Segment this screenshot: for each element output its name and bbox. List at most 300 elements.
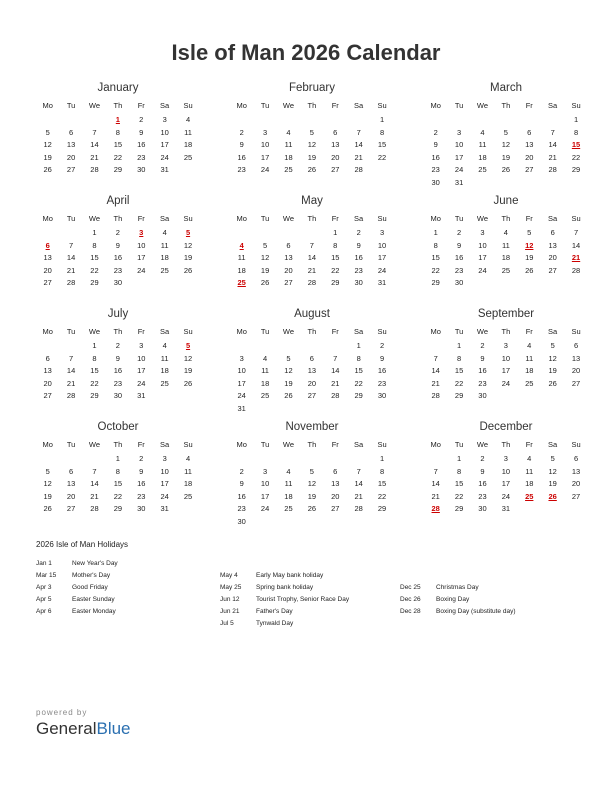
day-cell: 23 — [454, 265, 464, 275]
day-cell: 18 — [478, 152, 487, 162]
day-cell: 17 — [478, 253, 487, 263]
weekday-header: Mo — [42, 214, 53, 223]
day-cell: 10 — [160, 127, 169, 137]
holiday-day-cell: 21 — [571, 253, 581, 263]
day-cell: 21 — [66, 378, 76, 388]
holiday-name: Father's Day — [256, 608, 293, 615]
day-cell: 9 — [480, 466, 485, 476]
day-cell: 20 — [571, 366, 581, 376]
weekday-header: Sa — [354, 214, 364, 223]
holiday-row — [220, 584, 349, 596]
holiday-date: Jun 21 — [220, 608, 240, 615]
day-cell: 12 — [183, 353, 193, 363]
weekday-header: Tu — [66, 327, 76, 336]
day-cell: 16 — [454, 253, 464, 263]
day-cell: 31 — [160, 165, 169, 175]
day-cell: 21 — [90, 152, 99, 162]
holiday-name: Tynwald Day — [256, 620, 294, 627]
weekday-header: Tu — [454, 327, 464, 336]
day-cell: 11 — [284, 479, 293, 489]
holiday-day-cell: 25 — [525, 491, 534, 501]
day-cell: 19 — [548, 479, 557, 489]
empty-cell — [59, 340, 82, 353]
holiday-day-cell: 26 — [548, 491, 557, 501]
day-cell: 12 — [307, 479, 317, 489]
weekday-header: We — [88, 440, 101, 449]
day-cell: 30 — [478, 391, 487, 401]
month-august — [230, 308, 394, 421]
empty-cell — [300, 114, 323, 127]
day-cell: 13 — [331, 140, 340, 150]
day-cell: 7 — [573, 228, 579, 237]
empty-cell — [253, 114, 276, 127]
empty-cell — [471, 114, 494, 127]
month-april — [36, 195, 200, 308]
day-cell: 1 — [115, 454, 120, 463]
day-cell: 29 — [431, 278, 440, 288]
day-cell: 9 — [457, 240, 462, 250]
day-cell: 9 — [356, 240, 361, 250]
day-cell: 6 — [45, 353, 50, 363]
day-cell: 29 — [331, 278, 340, 288]
day-cell: 15 — [454, 479, 464, 489]
day-cell: 16 — [431, 152, 440, 162]
empty-cell — [324, 114, 347, 127]
weekday-header: Tu — [454, 214, 464, 223]
day-cell: 6 — [527, 127, 532, 137]
holiday-column-2 — [220, 572, 349, 632]
weekday-header: Sa — [354, 101, 364, 110]
day-cell: 28 — [431, 391, 440, 401]
empty-cell — [36, 227, 59, 240]
day-cell: 8 — [115, 466, 120, 476]
weekday-header: Su — [377, 440, 387, 449]
month-name: May — [301, 195, 323, 207]
weekday-header: Su — [377, 101, 387, 110]
day-cell: 17 — [160, 479, 169, 489]
weekday-header: We — [88, 327, 101, 336]
day-cell: 8 — [92, 240, 97, 250]
day-cell: 15 — [331, 253, 340, 263]
day-cell: 18 — [284, 491, 293, 501]
day-cell: 15 — [113, 479, 123, 489]
day-cell: 22 — [113, 152, 123, 162]
holiday-name: New Year's Day — [72, 560, 118, 567]
day-cell: 31 — [501, 504, 511, 514]
empty-cell — [83, 453, 106, 466]
holiday-day-cell: 3 — [139, 228, 144, 237]
day-cell: 7 — [356, 127, 361, 137]
weekday-header: Sa — [160, 214, 170, 223]
day-cell: 4 — [162, 228, 167, 237]
day-cell: 10 — [260, 479, 270, 489]
day-cell: 29 — [454, 504, 464, 514]
day-cell: 19 — [183, 253, 193, 263]
weekday-header: Fr — [137, 214, 145, 223]
day-cell: 26 — [501, 165, 511, 175]
day-cell: 29 — [377, 504, 387, 514]
empty-cell — [277, 340, 300, 353]
day-cell: 19 — [307, 491, 317, 501]
day-cell: 2 — [239, 466, 244, 476]
weekday-header: Su — [377, 327, 387, 336]
day-cell: 27 — [66, 504, 76, 514]
weekday-header: Mo — [236, 327, 247, 336]
day-cell: 26 — [43, 165, 52, 175]
day-cell: 7 — [69, 240, 74, 250]
month-july — [36, 308, 200, 421]
month-day-grid — [230, 100, 394, 177]
day-cell: 22 — [113, 491, 123, 501]
weekday-header: Su — [183, 327, 193, 336]
weekday-header: Sa — [548, 101, 558, 110]
day-cell: 11 — [160, 240, 169, 250]
day-cell: 1 — [457, 341, 462, 350]
day-cell: 24 — [260, 504, 270, 514]
day-cell: 31 — [137, 391, 146, 401]
month-name: September — [477, 308, 535, 320]
day-cell: 16 — [113, 253, 123, 263]
day-cell: 30 — [137, 165, 146, 175]
holiday-date: May 4 — [220, 572, 238, 579]
day-cell: 16 — [377, 366, 387, 376]
day-cell: 4 — [527, 341, 532, 350]
holiday-name: Boxing Day — [436, 596, 470, 603]
holiday-date: Dec 25 — [400, 584, 421, 591]
holiday-date: Apr 3 — [36, 584, 52, 591]
day-cell: 14 — [431, 366, 440, 376]
day-cell: 24 — [478, 265, 487, 275]
empty-cell — [277, 227, 300, 240]
day-cell: 8 — [379, 127, 385, 137]
weekday-header: Th — [307, 214, 317, 223]
month-may — [230, 195, 394, 308]
day-cell: 9 — [480, 353, 485, 363]
day-cell: 21 — [307, 265, 317, 275]
day-cell: 30 — [431, 177, 440, 187]
holiday-date: Apr 6 — [36, 608, 52, 615]
day-cell: 27 — [43, 278, 52, 288]
day-cell: 11 — [160, 353, 169, 363]
day-cell: 3 — [263, 466, 268, 476]
month-name: June — [493, 195, 519, 207]
empty-cell — [59, 227, 82, 240]
holidays-title: 2026 Isle of Man Holidays — [36, 540, 129, 549]
weekday-header: Sa — [160, 327, 170, 336]
day-cell: 23 — [137, 152, 146, 162]
day-cell: 8 — [457, 466, 462, 476]
day-cell: 13 — [66, 479, 76, 489]
day-cell: 15 — [113, 140, 123, 150]
day-cell: 3 — [379, 228, 385, 237]
day-cell: 2 — [433, 127, 438, 137]
month-january — [36, 82, 200, 195]
day-cell: 4 — [286, 466, 291, 476]
day-cell: 27 — [284, 278, 293, 288]
empty-cell — [300, 453, 323, 466]
day-cell: 23 — [137, 491, 146, 501]
day-cell: 15 — [90, 366, 99, 376]
day-cell: 19 — [548, 366, 557, 376]
holiday-day-cell: 5 — [185, 341, 191, 350]
day-cell: 7 — [356, 466, 361, 476]
day-cell: 25 — [183, 152, 193, 162]
day-cell: 22 — [377, 491, 387, 501]
day-cell: 7 — [309, 240, 314, 250]
day-cell: 13 — [307, 366, 317, 376]
day-cell: 20 — [284, 265, 293, 275]
weekday-header: We — [476, 440, 489, 449]
weekday-header: Mo — [236, 101, 247, 110]
day-cell: 4 — [503, 228, 508, 237]
holiday-day-cell: 15 — [571, 140, 581, 150]
day-cell: 12 — [43, 140, 52, 150]
weekday-header: Sa — [548, 327, 558, 336]
day-cell: 13 — [548, 240, 557, 250]
day-cell: 23 — [478, 378, 487, 388]
weekday-header: Mo — [430, 327, 441, 336]
day-cell: 13 — [571, 353, 581, 363]
day-cell: 26 — [284, 391, 293, 401]
day-cell: 20 — [571, 479, 581, 489]
weekday-header: Fr — [137, 440, 145, 449]
empty-cell — [36, 340, 59, 353]
empty-cell — [253, 227, 276, 240]
holiday-date: Jan 1 — [36, 560, 52, 567]
day-cell: 26 — [183, 265, 193, 275]
month-december — [424, 421, 588, 534]
day-cell: 19 — [260, 265, 270, 275]
day-cell: 15 — [454, 366, 464, 376]
day-cell: 5 — [286, 353, 291, 363]
day-cell: 16 — [237, 491, 246, 501]
day-cell: 29 — [90, 391, 99, 401]
day-cell: 20 — [525, 152, 534, 162]
day-cell: 6 — [333, 466, 338, 476]
weekday-header: Fr — [525, 440, 533, 449]
weekday-header: Fr — [525, 214, 533, 223]
day-cell: 12 — [548, 353, 557, 363]
day-cell: 31 — [160, 504, 169, 514]
day-cell: 19 — [525, 253, 534, 263]
day-cell: 7 — [69, 353, 74, 363]
day-cell: 14 — [331, 366, 340, 376]
holiday-day-cell: 28 — [431, 504, 440, 514]
day-cell: 20 — [307, 378, 317, 388]
day-cell: 4 — [185, 454, 191, 463]
day-cell: 5 — [45, 127, 50, 137]
day-cell: 27 — [43, 391, 52, 401]
weekday-header: Su — [571, 440, 581, 449]
empty-cell — [230, 227, 253, 240]
day-cell: 18 — [160, 366, 169, 376]
day-cell: 15 — [354, 366, 363, 376]
day-cell: 11 — [478, 140, 487, 150]
day-cell: 15 — [377, 479, 387, 489]
weekday-header: Fr — [331, 214, 339, 223]
holiday-name: Tourist Trophy, Senior Race Day — [256, 596, 350, 603]
day-cell: 17 — [160, 140, 169, 150]
day-cell: 15 — [377, 140, 387, 150]
day-cell: 8 — [379, 466, 385, 476]
day-cell: 18 — [237, 265, 246, 275]
weekday-header: We — [476, 214, 489, 223]
day-cell: 18 — [501, 253, 511, 263]
day-cell: 11 — [284, 140, 293, 150]
day-cell: 26 — [43, 504, 52, 514]
day-cell: 30 — [113, 278, 123, 288]
day-cell: 28 — [307, 278, 317, 288]
day-cell: 21 — [90, 491, 99, 501]
day-cell: 8 — [115, 127, 120, 137]
month-day-grid — [230, 439, 394, 529]
day-cell: 1 — [379, 454, 385, 463]
day-cell: 11 — [525, 466, 534, 476]
weekday-header: Sa — [354, 440, 364, 449]
weekday-header: Tu — [454, 440, 464, 449]
weekday-header: We — [282, 440, 295, 449]
day-cell: 5 — [309, 127, 314, 137]
day-cell: 12 — [260, 253, 270, 263]
day-cell: 27 — [548, 265, 557, 275]
day-cell: 30 — [454, 278, 464, 288]
day-cell: 16 — [137, 140, 146, 150]
month-day-grid — [36, 439, 200, 516]
month-november — [230, 421, 394, 534]
day-cell: 30 — [354, 278, 363, 288]
day-cell: 22 — [377, 152, 387, 162]
day-cell: 5 — [550, 454, 555, 463]
day-cell: 30 — [237, 516, 246, 526]
weekday-header: Mo — [236, 214, 247, 223]
weekday-header: Th — [307, 101, 317, 110]
day-cell: 13 — [66, 140, 76, 150]
day-cell: 29 — [571, 165, 581, 175]
empty-cell — [518, 114, 541, 127]
day-cell: 2 — [139, 454, 144, 463]
day-cell: 9 — [115, 353, 120, 363]
day-cell: 24 — [137, 265, 146, 275]
day-cell: 3 — [480, 228, 485, 237]
holiday-column-3 — [400, 584, 515, 620]
weekday-header: Mo — [430, 101, 441, 110]
weekday-header: We — [476, 327, 489, 336]
day-cell: 26 — [307, 504, 317, 514]
day-cell: 13 — [43, 366, 52, 376]
day-cell: 1 — [333, 228, 338, 237]
day-cell: 9 — [239, 479, 244, 489]
day-cell: 28 — [66, 278, 76, 288]
day-cell: 17 — [377, 253, 387, 263]
day-cell: 4 — [185, 115, 191, 124]
day-cell: 5 — [263, 240, 268, 250]
day-cell: 23 — [354, 265, 363, 275]
day-cell: 14 — [548, 140, 557, 150]
empty-cell — [230, 453, 253, 466]
powered-by-text: powered by — [36, 708, 88, 717]
day-cell: 21 — [354, 152, 363, 162]
day-cell: 21 — [431, 378, 440, 388]
month-day-grid — [424, 213, 588, 290]
day-cell: 28 — [90, 504, 99, 514]
day-cell: 13 — [43, 253, 52, 263]
empty-cell — [424, 114, 447, 127]
month-day-grid — [230, 326, 394, 416]
empty-cell — [324, 453, 347, 466]
holiday-date: Dec 28 — [400, 608, 421, 615]
holiday-row — [36, 608, 118, 620]
day-cell: 4 — [162, 341, 167, 350]
day-cell: 27 — [571, 491, 581, 501]
day-cell: 20 — [548, 253, 557, 263]
holiday-day-cell: 4 — [239, 240, 244, 250]
holiday-date: Apr 5 — [36, 596, 52, 603]
weekday-header: Sa — [548, 440, 558, 449]
month-name: July — [107, 308, 129, 320]
weekday-header: Th — [501, 440, 511, 449]
day-cell: 18 — [525, 479, 534, 489]
holiday-name: Boxing Day (substitute day) — [436, 608, 516, 615]
day-cell: 10 — [454, 140, 464, 150]
day-cell: 22 — [571, 152, 581, 162]
day-cell: 10 — [501, 353, 511, 363]
day-cell: 7 — [433, 466, 438, 476]
holiday-row — [36, 560, 118, 572]
day-cell: 26 — [183, 378, 193, 388]
holiday-row — [220, 608, 349, 620]
empty-cell — [36, 453, 59, 466]
day-cell: 11 — [237, 253, 246, 263]
day-cell: 9 — [139, 127, 144, 137]
day-cell: 30 — [137, 504, 146, 514]
weekday-header: Mo — [236, 440, 247, 449]
day-cell: 8 — [433, 240, 438, 250]
month-june — [424, 195, 588, 308]
day-cell: 4 — [263, 353, 268, 363]
day-cell: 28 — [354, 165, 363, 175]
day-cell: 29 — [90, 278, 99, 288]
holiday-date: Mar 15 — [36, 572, 57, 579]
day-cell: 5 — [309, 466, 314, 476]
day-cell: 14 — [431, 479, 440, 489]
day-cell: 22 — [454, 491, 464, 501]
month-day-grid — [424, 100, 588, 190]
weekday-header: Mo — [42, 101, 53, 110]
day-cell: 30 — [113, 391, 123, 401]
day-cell: 28 — [354, 504, 363, 514]
day-cell: 10 — [260, 140, 270, 150]
month-name: February — [288, 82, 336, 94]
empty-cell — [494, 114, 517, 127]
month-name: March — [490, 82, 522, 94]
holiday-name: Easter Monday — [72, 608, 116, 615]
weekday-header: Sa — [160, 101, 170, 110]
empty-cell — [277, 114, 300, 127]
day-cell: 16 — [113, 366, 123, 376]
day-cell: 25 — [183, 491, 193, 501]
empty-cell — [230, 340, 253, 353]
day-cell: 12 — [501, 140, 511, 150]
day-cell: 25 — [501, 265, 511, 275]
holiday-row — [400, 596, 515, 608]
weekday-header: Tu — [454, 101, 464, 110]
day-cell: 20 — [331, 152, 340, 162]
month-february — [230, 82, 394, 195]
day-cell: 13 — [525, 140, 534, 150]
day-cell: 14 — [90, 140, 99, 150]
empty-cell — [59, 453, 82, 466]
day-cell: 15 — [431, 253, 440, 263]
